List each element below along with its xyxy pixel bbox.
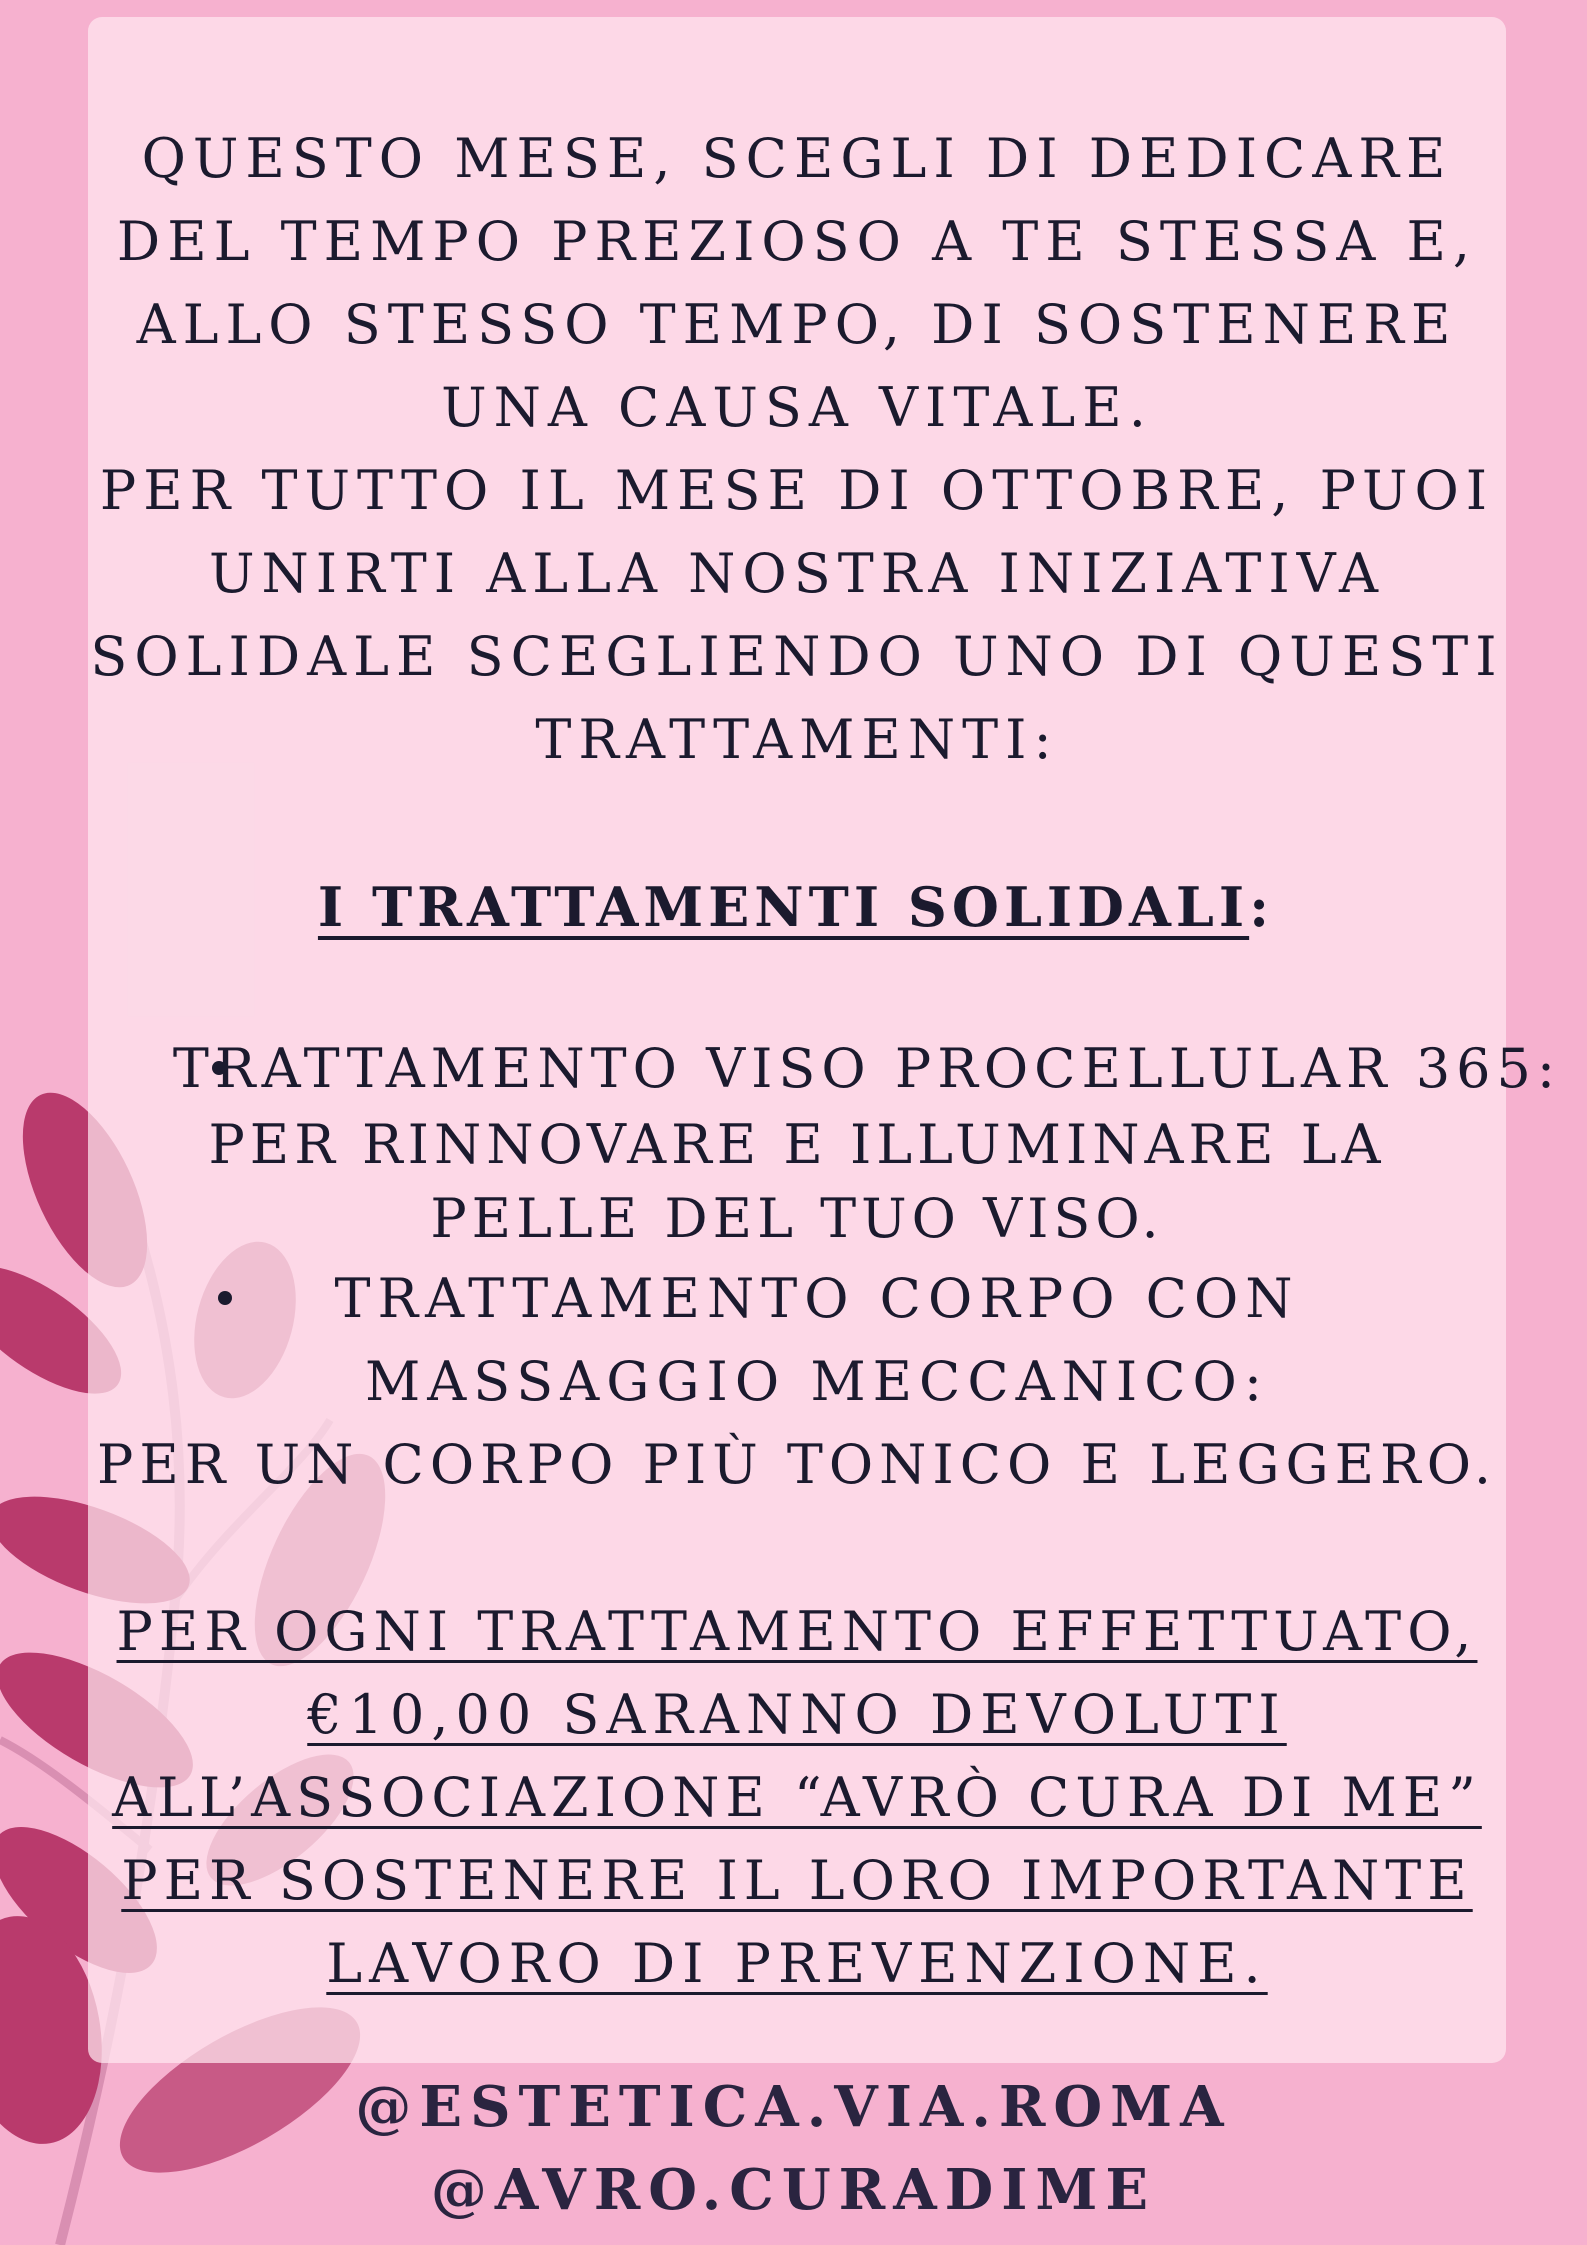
donation-line — [88, 1766, 1506, 1830]
donation-text: PER OGNI TRATTAMENTO EFFETTUATO, — [116, 1600, 1478, 1663]
intro-line: QUESTO MESE, SCEGLI DI DEDICARE — [141, 127, 1453, 190]
donation-text: €10,00 SARANNO DEVOLUTI — [307, 1683, 1287, 1746]
donation-text: PER SOSTENERE IL LORO IMPORTANTE — [121, 1849, 1473, 1912]
treatment-1-desc: PER RINNOVARE E ILLUMINARE LA — [208, 1113, 1386, 1176]
intro-line: UNA CAUSA VITALE. — [441, 376, 1153, 439]
section-heading-colon: : — [1249, 875, 1277, 939]
treatment-2-title: TRATTAMENTO CORPO CON — [334, 1267, 1300, 1330]
intro-line: PER TUTTO IL MESE DI OTTOBRE, PUOI — [99, 459, 1495, 522]
donation-line — [88, 1683, 1506, 1747]
intro-line: TRATTAMENTI: — [535, 708, 1059, 771]
treatment-2-desc: PER UN CORPO PIÙ TONICO E LEGGERO. — [97, 1433, 1497, 1496]
treatment-1-desc: PELLE DEL TUO VISO. — [430, 1187, 1164, 1250]
instagram-handle[interactable]: @AVRO.CURADIME — [430, 2157, 1157, 2223]
donation-text: ALL’ASSOCIAZIONE “AVRÒ CURA DI ME” — [112, 1766, 1482, 1829]
donation-line — [88, 1849, 1506, 1913]
instagram-handle[interactable]: @ESTETICA.VIA.ROMA — [355, 2074, 1232, 2140]
section-heading-text: I TRATTAMENTI SOLIDALI — [317, 875, 1250, 939]
donation-line — [88, 1932, 1506, 1996]
intro-line: UNIRTI ALLA NOSTRA INIZIATIVA — [208, 542, 1386, 605]
treatment-1-title: TRATTAMENTO VISO PROCELLULAR 365: — [172, 1037, 1562, 1100]
intro-line: ALLO STESSO TEMPO, DI SOSTENERE — [136, 293, 1458, 356]
donation-line — [88, 1600, 1506, 1664]
treatment-2-title: MASSAGGIO MECCANICO: — [364, 1350, 1270, 1413]
donation-text: LAVORO DI PREVENZIONE. — [326, 1932, 1268, 1995]
intro-line: SOLIDALE SCEGLIENDO UNO DI QUESTI — [90, 625, 1504, 688]
intro-line: DEL TEMPO PREZIOSO A TE STESSA E, — [116, 210, 1478, 273]
section-heading — [88, 875, 1506, 940]
